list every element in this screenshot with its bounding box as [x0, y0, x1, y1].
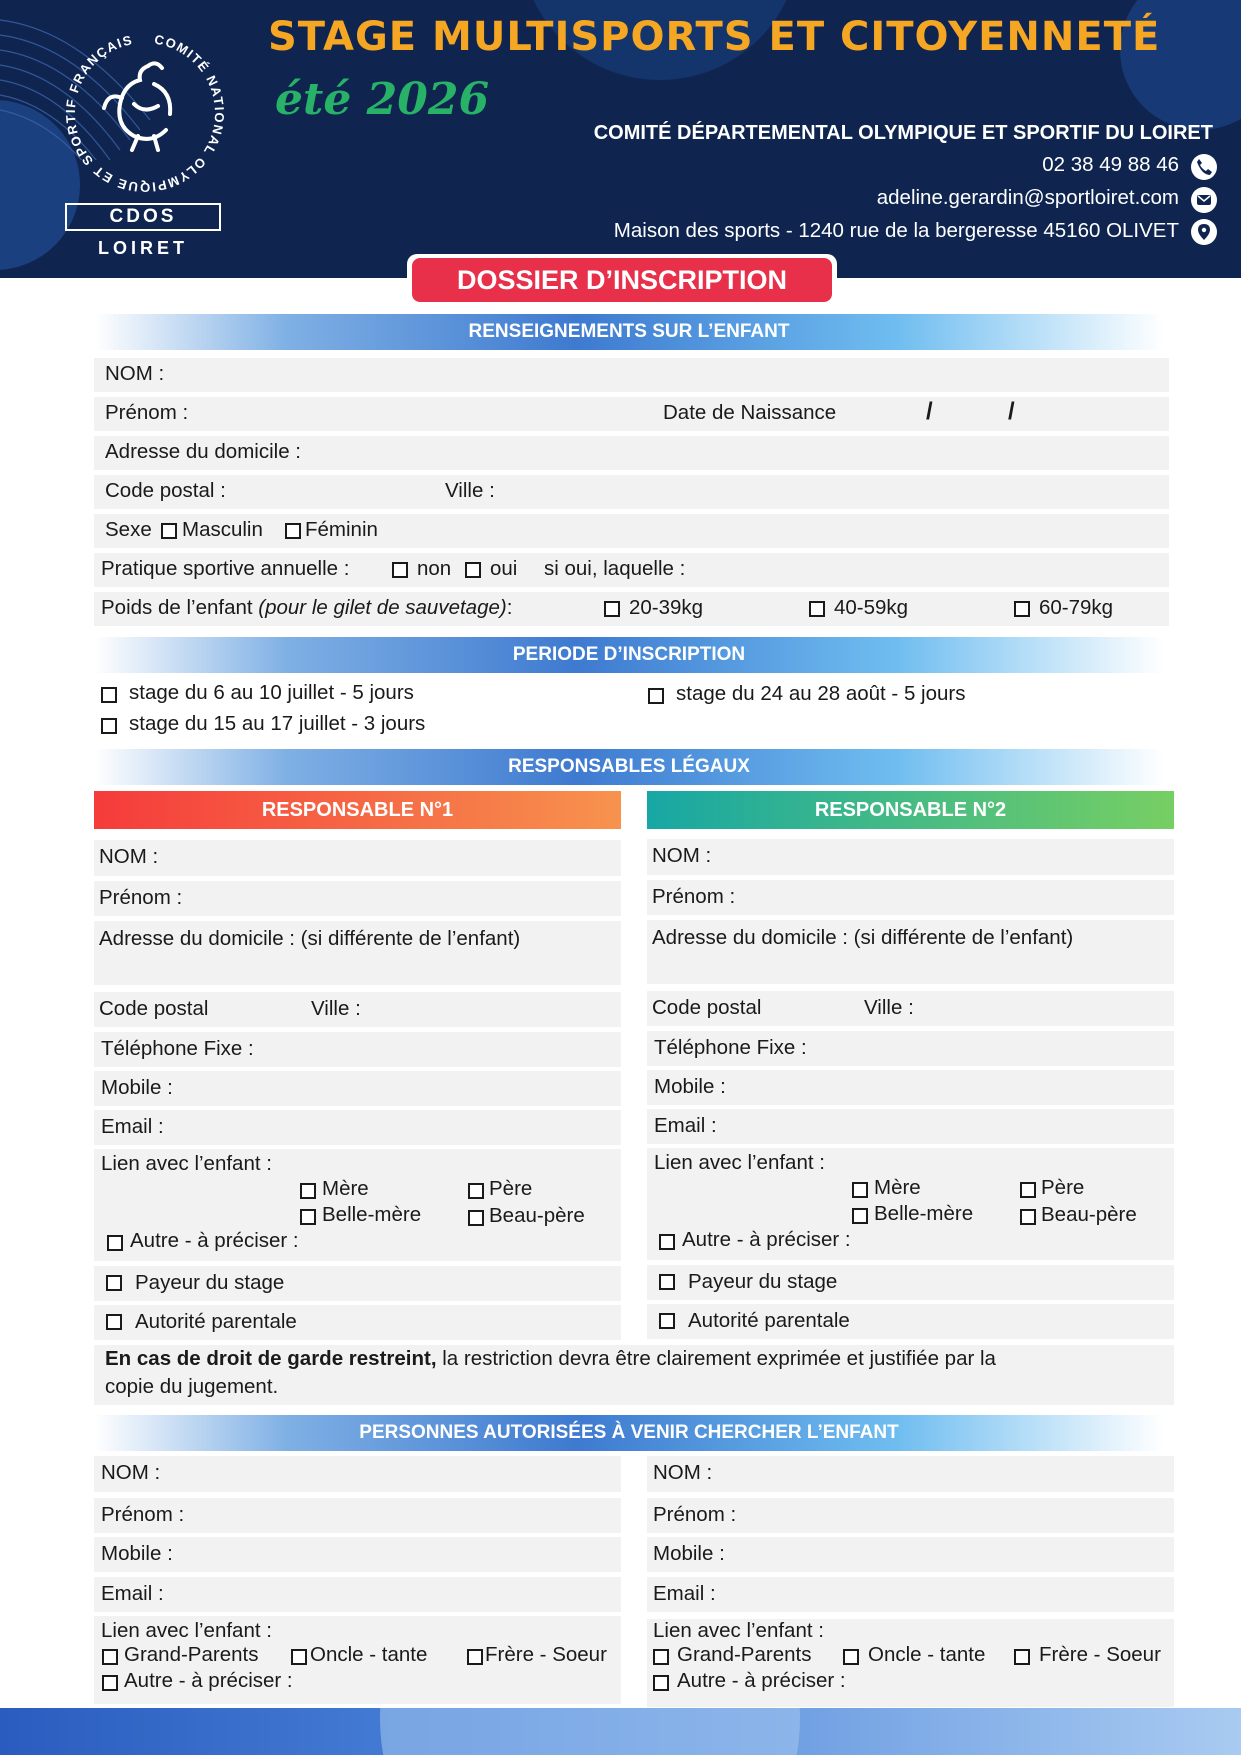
rooster-logo-icon	[50, 18, 240, 198]
checkbox-weight-1[interactable]	[604, 601, 620, 617]
contact-phone: 02 38 49 88 46	[1042, 153, 1179, 176]
field-label: Code postal	[99, 997, 209, 1020]
guardian-2-mobile-field[interactable]	[647, 1070, 1174, 1105]
checkbox-weight-2[interactable]	[809, 601, 825, 617]
checkbox-payer[interactable]	[659, 1274, 675, 1290]
option-label: Beau-père	[489, 1204, 585, 1227]
checkbox-female[interactable]	[285, 523, 301, 539]
field-label: Prénom :	[99, 886, 183, 909]
checkbox-other[interactable]	[107, 1235, 123, 1251]
field-label: Ville :	[311, 997, 361, 1020]
period-option-3: stage du 24 au 28 août - 5 jours	[676, 682, 966, 705]
authorized-1-nom-field[interactable]	[94, 1456, 621, 1492]
option-label: Féminin	[305, 518, 378, 541]
guardian-1-prenom-field[interactable]	[94, 881, 621, 916]
date-separator: /	[926, 398, 933, 425]
option-label: Oncle - tante	[310, 1643, 428, 1666]
authorized-2-prenom-field[interactable]	[647, 1498, 1174, 1533]
field-label: Téléphone Fixe :	[101, 1037, 254, 1060]
checkbox-grandparents[interactable]	[102, 1649, 118, 1665]
child-prenom-field[interactable]	[94, 397, 1169, 431]
child-sport-field	[94, 553, 1169, 587]
phone-icon	[1191, 154, 1217, 180]
field-label: Lien avec l’enfant :	[654, 1151, 825, 1174]
option-label: Payeur du stage	[688, 1270, 838, 1293]
child-sex-field	[94, 514, 1169, 548]
email-icon	[1191, 187, 1217, 213]
field-label: Prénom :	[653, 1503, 737, 1526]
field-label: Adresse du domicile : (si différente de l’enfant)	[652, 926, 1074, 949]
field-label: Lien avec l’enfant :	[101, 1619, 272, 1642]
option-label: Autorité parentale	[688, 1309, 850, 1332]
checkbox-father[interactable]	[1020, 1182, 1036, 1198]
option-label: Frère - Soeur	[1039, 1643, 1161, 1666]
checkbox-sport-no[interactable]	[392, 562, 408, 578]
option-label: Grand-Parents	[124, 1643, 259, 1666]
child-nom-field[interactable]	[94, 358, 1169, 392]
field-label: Mobile :	[101, 1076, 173, 1099]
checkbox-stepfather[interactable]	[1020, 1209, 1036, 1225]
field-label: NOM :	[101, 1461, 161, 1484]
checkbox-uncle-aunt[interactable]	[291, 1649, 307, 1665]
page-subtitle: été 2026	[275, 74, 490, 125]
checkbox-other[interactable]	[659, 1234, 675, 1250]
field-label: Mobile :	[654, 1075, 726, 1098]
field-label: Email :	[653, 1582, 716, 1605]
custody-notice	[94, 1345, 1174, 1405]
guardian-1-link-field	[94, 1149, 621, 1261]
guardian-1-mobile-field[interactable]	[94, 1071, 621, 1106]
guardian-2-nom-field[interactable]	[647, 839, 1174, 875]
guardian-1-payer-field	[94, 1266, 621, 1301]
date-separator: /	[1008, 398, 1015, 425]
option-label: Mère	[874, 1176, 921, 1199]
field-label: si oui, laquelle :	[544, 557, 686, 580]
logo-box-cdos: CDOS	[65, 203, 221, 231]
option-label: Oncle - tante	[868, 1643, 986, 1666]
option-label: 60-79kg	[1039, 596, 1114, 619]
guardian-2-email-field[interactable]	[647, 1109, 1174, 1144]
guardian-1-address-field[interactable]	[94, 921, 621, 985]
option-label: Autre - à préciser :	[682, 1228, 851, 1251]
decorative-circle	[380, 1708, 800, 1755]
option-label: Autorité parentale	[135, 1310, 297, 1333]
field-label: NOM :	[99, 845, 159, 868]
option-label: Frère - Soeur	[485, 1643, 607, 1666]
checkbox-weight-3[interactable]	[1014, 601, 1030, 617]
field-label: Ville :	[864, 996, 914, 1019]
section-child-heading: RENSEIGNEMENTS SUR L’ENFANT	[94, 314, 1164, 350]
checkbox-mother[interactable]	[852, 1182, 868, 1198]
checkbox-period-2[interactable]	[101, 718, 117, 734]
checkbox-stepmother[interactable]	[852, 1208, 868, 1224]
contact-email: adeline.gerardin@sportloiret.com	[876, 186, 1179, 209]
cdos-logo	[50, 18, 240, 263]
option-label: Grand-Parents	[677, 1643, 812, 1666]
field-label: Email :	[101, 1115, 164, 1138]
field-label: Poids de l’enfant (pour le gilet de sauvetage):	[101, 596, 513, 619]
dossier-badge	[407, 254, 837, 306]
option-label: Mère	[322, 1177, 369, 1200]
guardian-1-authority-field	[94, 1305, 621, 1340]
checkbox-authority[interactable]	[659, 1313, 675, 1329]
checkbox-male[interactable]	[161, 523, 177, 539]
field-label: NOM :	[105, 362, 165, 385]
field-label: Adresse du domicile :	[105, 440, 301, 463]
page-title: STAGE MULTISPORTS ET CITOYENNETÉ	[268, 14, 1161, 60]
authorized-2-nom-field[interactable]	[647, 1456, 1174, 1492]
option-label: Père	[489, 1177, 533, 1200]
birthdate-label: Date de Naissance	[663, 401, 837, 424]
field-label: Code postal	[652, 996, 762, 1019]
checkbox-sibling[interactable]	[1014, 1649, 1030, 1665]
checkbox-father[interactable]	[468, 1183, 484, 1199]
checkbox-stepfather[interactable]	[468, 1210, 484, 1226]
checkbox-other[interactable]	[102, 1675, 118, 1691]
checkbox-period-3[interactable]	[648, 688, 664, 704]
logo-sub-loiret: LOIRET	[98, 238, 188, 258]
guardian-1-email-field[interactable]	[94, 1110, 621, 1145]
option-label: Autre - à préciser :	[124, 1669, 293, 1692]
authorized-2-mobile-field[interactable]	[647, 1537, 1174, 1572]
checkbox-sport-yes[interactable]	[465, 562, 481, 578]
field-label: Lien avec l’enfant :	[653, 1619, 824, 1642]
field-label: Email :	[654, 1114, 717, 1137]
option-label: non	[417, 557, 452, 580]
page-header	[0, 0, 1241, 278]
option-label: Autre - à préciser :	[130, 1229, 299, 1252]
field-label: Email :	[101, 1582, 164, 1605]
field-label: Prénom :	[101, 1503, 185, 1526]
authorized-2-link-field	[647, 1619, 1174, 1707]
guardian-1-heading: RESPONSABLE N°1	[94, 791, 621, 829]
child-postal-city-field[interactable]	[94, 475, 1169, 509]
section-period-heading: PERIODE D’INSCRIPTION	[94, 637, 1164, 673]
checkbox-payer[interactable]	[106, 1275, 122, 1291]
authorized-1-link-field	[94, 1616, 621, 1704]
checkbox-uncle-aunt[interactable]	[843, 1649, 859, 1665]
field-label: Ville :	[445, 479, 495, 502]
section-authorized-heading: PERSONNES AUTORISÉES À VENIR CHERCHER L’ENFANT	[94, 1415, 1164, 1451]
field-label: Adresse du domicile : (si différente de l’enfant)	[99, 927, 521, 950]
field-label: Sexe	[105, 518, 152, 541]
option-label: Autre - à préciser :	[677, 1669, 846, 1692]
field-label: Prénom :	[105, 401, 189, 424]
footer-band	[0, 1708, 1241, 1755]
notice-line-1: En cas de droit de garde restreint, la restriction devra être clairement exprimée et justifiée par la	[105, 1347, 996, 1370]
option-label: Payeur du stage	[135, 1271, 285, 1294]
child-address-field[interactable]	[94, 436, 1169, 470]
child-weight-field	[94, 592, 1169, 626]
guardian-2-postal-field[interactable]	[647, 991, 1174, 1026]
option-label: Masculin	[182, 518, 263, 541]
period-option-2: stage du 15 au 17 juillet - 3 jours	[129, 712, 426, 735]
svg-text:COMITÉ NATIONAL OLYMPIQUE ET S: COMITÉ NATIONAL OLYMPIQUE ET SPORTIF FRANÇAIS	[62, 31, 228, 196]
guardian-2-link-field	[647, 1148, 1174, 1260]
option-label: Beau-père	[1041, 1203, 1137, 1226]
checkbox-period-1[interactable]	[101, 687, 117, 703]
guardian-2-heading: RESPONSABLE N°2	[647, 791, 1174, 829]
guardian-2-tel-field[interactable]	[647, 1031, 1174, 1066]
field-label: Code postal :	[105, 479, 226, 502]
guardian-1-nom-field[interactable]	[94, 840, 621, 876]
guardian-2-payer-field	[647, 1265, 1174, 1300]
field-label: Lien avec l’enfant :	[101, 1152, 272, 1175]
field-label: Mobile :	[653, 1542, 725, 1565]
option-label: Belle-mère	[322, 1203, 422, 1226]
field-label: NOM :	[653, 1461, 713, 1484]
field-label: NOM :	[652, 844, 712, 867]
notice-line-2: copie du jugement.	[105, 1375, 279, 1398]
guardian-1-tel-field[interactable]	[94, 1032, 621, 1067]
guardian-2-prenom-field[interactable]	[647, 880, 1174, 915]
field-label: Téléphone Fixe :	[654, 1036, 807, 1059]
checkbox-grandparents[interactable]	[653, 1649, 669, 1665]
dossier-badge-label: DOSSIER D’INSCRIPTION	[412, 258, 832, 302]
contact-address: Maison des sports - 1240 rue de la bergeresse 45160 OLIVET	[613, 219, 1179, 242]
authorized-1-email-field[interactable]	[94, 1577, 621, 1612]
option-label: Père	[1041, 1176, 1085, 1199]
checkbox-other[interactable]	[653, 1675, 669, 1691]
section-guardians-heading: RESPONSABLES LÉGAUX	[94, 749, 1164, 785]
option-label: oui	[490, 557, 518, 580]
checkbox-stepmother[interactable]	[300, 1209, 316, 1225]
field-label: Pratique sportive annuelle :	[101, 557, 350, 580]
field-label: Prénom :	[652, 885, 736, 908]
period-option-1: stage du 6 au 10 juillet - 5 jours	[129, 681, 414, 704]
authorized-1-mobile-field[interactable]	[94, 1537, 621, 1572]
location-icon	[1191, 219, 1217, 245]
authorized-1-prenom-field[interactable]	[94, 1498, 621, 1533]
option-label: 20-39kg	[629, 596, 704, 619]
organization-name: COMITÉ DÉPARTEMENTAL OLYMPIQUE ET SPORTIF DU LOIRET	[593, 122, 1213, 144]
checkbox-sibling[interactable]	[467, 1649, 483, 1665]
guardian-1-postal-field[interactable]	[94, 992, 621, 1027]
checkbox-mother[interactable]	[300, 1183, 316, 1199]
option-label: 40-59kg	[834, 596, 909, 619]
guardian-2-address-field[interactable]	[647, 920, 1174, 984]
guardian-2-authority-field	[647, 1304, 1174, 1339]
option-label: Belle-mère	[874, 1202, 974, 1225]
authorized-2-email-field[interactable]	[647, 1577, 1174, 1612]
field-label: Mobile :	[101, 1542, 173, 1565]
checkbox-authority[interactable]	[106, 1314, 122, 1330]
